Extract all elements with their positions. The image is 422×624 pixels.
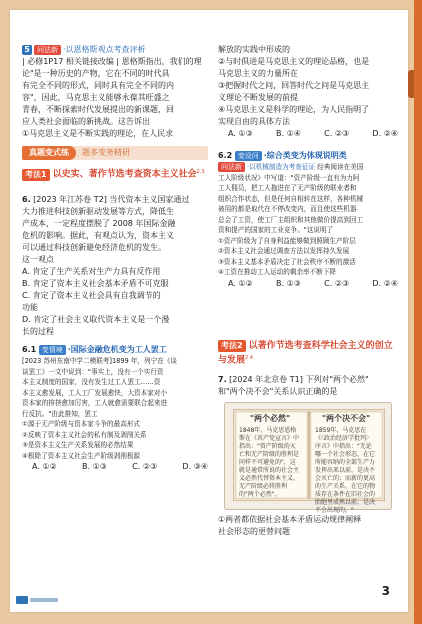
text-line: 可以通过科技创新避免经济危机的发生。 (22, 243, 166, 252)
answer-option[interactable]: A. ①② (32, 462, 57, 471)
text-line: 论"是一种历史的产物，它在不同的时代具 (22, 69, 170, 78)
statement: ④工资在推动工人运动的剩余率不断下降 (218, 268, 337, 276)
text-line: 义理论不断发展的前提 (218, 93, 298, 102)
text-line: 工人佣员，把工人拖进在了无产阶级的联业者和 (218, 184, 357, 192)
text-line: 谈罢工》一文中说到："事实上，没有一个实行资 (22, 367, 164, 376)
tag-rest: ·以恩格斯观点考查评析 (63, 45, 146, 54)
text-line: | 必修1P17 相关链接改编 | 恩格斯指出，我们的理 (22, 57, 202, 66)
topic-1 (22, 166, 208, 181)
topic-text: 以史实、著作节选考查资本主义社会 (52, 169, 197, 180)
question-number: 7. (218, 375, 227, 384)
question-number: 6.1 (22, 345, 37, 354)
question-5-continued (218, 44, 398, 140)
tag-badge: 变情境 (39, 345, 66, 355)
statement: ③把握时代之问，回答时代之问是马克思主 (218, 81, 370, 90)
text-line: 马克思主义的力量所在 (218, 69, 298, 78)
text-line: 青春，不断探索时代发展提出的新课题，回 (22, 105, 174, 114)
book-right-text: 1859年，马克思在《〈政治经济学批判〉序言》中指出："无论哪一个社会形态，在它所能容纳的全部生产力发挥出来以前，是决不会灭亡的；而新的更高的生产关系，在它的物质存在条件在旧社会的胎胞里成熟以前，是决不会出现的。" (315, 427, 376, 514)
page-number: 3 (381, 584, 390, 598)
tag-badge: 变设问 (235, 151, 262, 161)
question-6 (22, 194, 208, 338)
text-line: 这一观点 (22, 255, 54, 264)
book-left-title: "两个必然" (249, 414, 291, 423)
statement: ②反映了资本主义社会的私有制及剥削关系 (22, 430, 147, 439)
text-line: 危机的影响。据此，有观点认为，资本主义 (22, 231, 174, 240)
text-line: ①马克思主义是不断实践的理论，在人民求 (22, 129, 174, 138)
statement: ②与时俱进是马克思主义的理论品格，也是 (218, 57, 370, 66)
statement: ①资产阶级为了自身利益能够做到照顾生产阶层 (218, 236, 356, 245)
answer-option[interactable]: D. ③④ (182, 462, 208, 471)
text-line: 应人类社会面临的新挑战。这告诉出 (22, 117, 150, 126)
question-number: 6. (22, 195, 31, 204)
answer-options (218, 128, 398, 140)
answer-option[interactable]: B. ①③ (82, 462, 107, 471)
text-line: 组织合作状态，但是任何自相转在这样，各种机械 (218, 194, 364, 203)
option: 长的过程 (22, 327, 54, 336)
answer-option[interactable]: B. ①③ (276, 278, 301, 288)
answer-option[interactable]: C. ②③ (324, 278, 350, 288)
text-line: [2023 年江苏卷 T2] 当代资本主义国家通过 (33, 195, 190, 204)
answer-option[interactable]: A. ①② (228, 278, 253, 288)
edge-tab (414, 0, 422, 624)
statement: ③资本主义基本矛盾决定了社会秩序不断的激活 (218, 257, 356, 266)
text-line: [2023 苏州东南中学二模联考]1899 年，列宁在《谈 (22, 357, 177, 365)
statement: ③是资本主义生产关系发展的必然结果 (22, 441, 134, 449)
left-column (22, 10, 208, 612)
question-6-2 (218, 150, 398, 290)
statement: ①两者都依据社会基本矛盾运动规律阐释 (218, 515, 362, 524)
text-line: 解放的实践中形成的 (218, 45, 290, 54)
section-sub: 题多变务精研 (82, 148, 130, 157)
tag-rest: ·综合类变为体现说明类 (263, 151, 347, 160)
question-7 (218, 374, 398, 398)
option[interactable]: A. 肯定了生产关系对生产力具有反作用 (22, 267, 161, 276)
text-line: 行反抗。"由此推知，罢工 (22, 409, 98, 418)
tag-badge: 问法新 (34, 45, 61, 55)
statement: ①源于无产阶级与资本家斗争的最高形式 (22, 420, 141, 428)
text-line: 容"，因此，马克思主义能够永葆其旺盛之 (22, 93, 170, 102)
book-left-text: 1848年，马克思恩格斯在《共产党宣言》中指出："资产阶级的灭亡和无产阶级的胜利是同样不可避免的"，这就是通常所说的社会主义必然代替资本主义、无产阶级必将胜利的"两个必然"。 (239, 427, 300, 498)
tag-rest: ·国际金融危机变为工人罢工 (67, 345, 167, 354)
book-left-page (239, 413, 301, 499)
section-label: 真题变式练 (22, 146, 76, 160)
tag-rest: ·以机械制造为考查征证 (247, 163, 316, 171)
option[interactable]: D. 肯定了社会主义取代资本主义是一个漫 (22, 315, 170, 324)
statement: ④马克思主义是科学的理论，为人民指明了 (218, 105, 370, 114)
question-6-1 (22, 344, 208, 473)
text-line: 经典阅读在美国 (315, 163, 364, 171)
text-line: 本主义愈发展，工人工厂发展愈快，大资本家对小 (22, 388, 168, 397)
option[interactable]: C. 肯定了资本主义社会具有自我调节的 (22, 291, 161, 300)
page (10, 10, 408, 612)
text-line: 大力推进科技创新驱动发展等方式，降低生 (22, 207, 174, 216)
section-header (22, 146, 208, 160)
statement: ④根除了资本主义社会生产阶级剥削根源 (22, 451, 141, 460)
text-line: 总会了工资，使工厂主组织和其他做价提高到回工 (218, 215, 364, 224)
question-number: 5 (22, 45, 32, 55)
topic-2 (218, 340, 398, 367)
text-line: 和"两个决不会"关系认识正确的是 (218, 387, 338, 396)
text-line: 资和提产的国家的工业竞争。"这说明了 (218, 226, 334, 234)
right-column (218, 10, 398, 612)
answer-options (218, 278, 398, 290)
edge-tab-marker (408, 70, 414, 98)
option[interactable]: B. 肯定了资本主义社会基本矛盾不可克服 (22, 279, 169, 288)
question-5 (22, 44, 208, 140)
text-line: 有完全不同的形式，同时具有完全不同的内 (22, 81, 174, 90)
answer-option[interactable]: B. ①④ (276, 129, 301, 138)
answer-option[interactable]: C. ②③ (324, 129, 350, 138)
option: 功能 (22, 303, 38, 312)
text-line: [2024 年北京卷 T1] 下列对"两个必然" (229, 375, 369, 384)
text-line: 本主义制度的国家，没有发生过工人罢工……资 (22, 378, 161, 386)
book-right-title: "两个决不会" (321, 414, 371, 423)
book-right-page (315, 413, 377, 515)
topic-sup: 2.3 (196, 169, 205, 175)
text-line: 被用的都是取代在不停改变内，而且使这些机器 (218, 205, 357, 213)
text-line: 实现自由的具体方法 (218, 117, 290, 126)
topic-badge: 考法1 (22, 169, 50, 181)
answer-option[interactable]: C. ②③ (132, 462, 158, 471)
question-7-options (218, 514, 398, 538)
answer-option[interactable]: D. ②④ (372, 129, 398, 138)
answer-options (22, 461, 208, 473)
topic-badge: 考法2 (218, 340, 246, 352)
answer-option[interactable]: D. ②④ (372, 278, 398, 288)
topic-sup: 2.4 (245, 355, 253, 361)
book-illustration (224, 402, 392, 514)
publisher-logo-icon (16, 594, 60, 606)
question-number: 6.2 (218, 151, 233, 160)
statement: ②资本主义社会通过调查方法以发挥持久发展 (218, 247, 350, 255)
text-line: 资本家的排挤愈加厉害，工人就愈需要联合起来进 (22, 399, 168, 407)
topic-text: 以著作节选考查科学社会主义的创立与发展 (218, 341, 393, 366)
text-line: 产成本，一定程度摆脱了 2008 年国际金融 (22, 219, 176, 228)
text-line: 社会形态的更替问题 (218, 527, 290, 536)
tag-badge: 问法新 (218, 162, 245, 172)
text-line: 工人阶级状况》中写道："资产阶级一直有为力阿 (218, 173, 360, 182)
answer-option[interactable]: A. ①③ (228, 129, 253, 138)
